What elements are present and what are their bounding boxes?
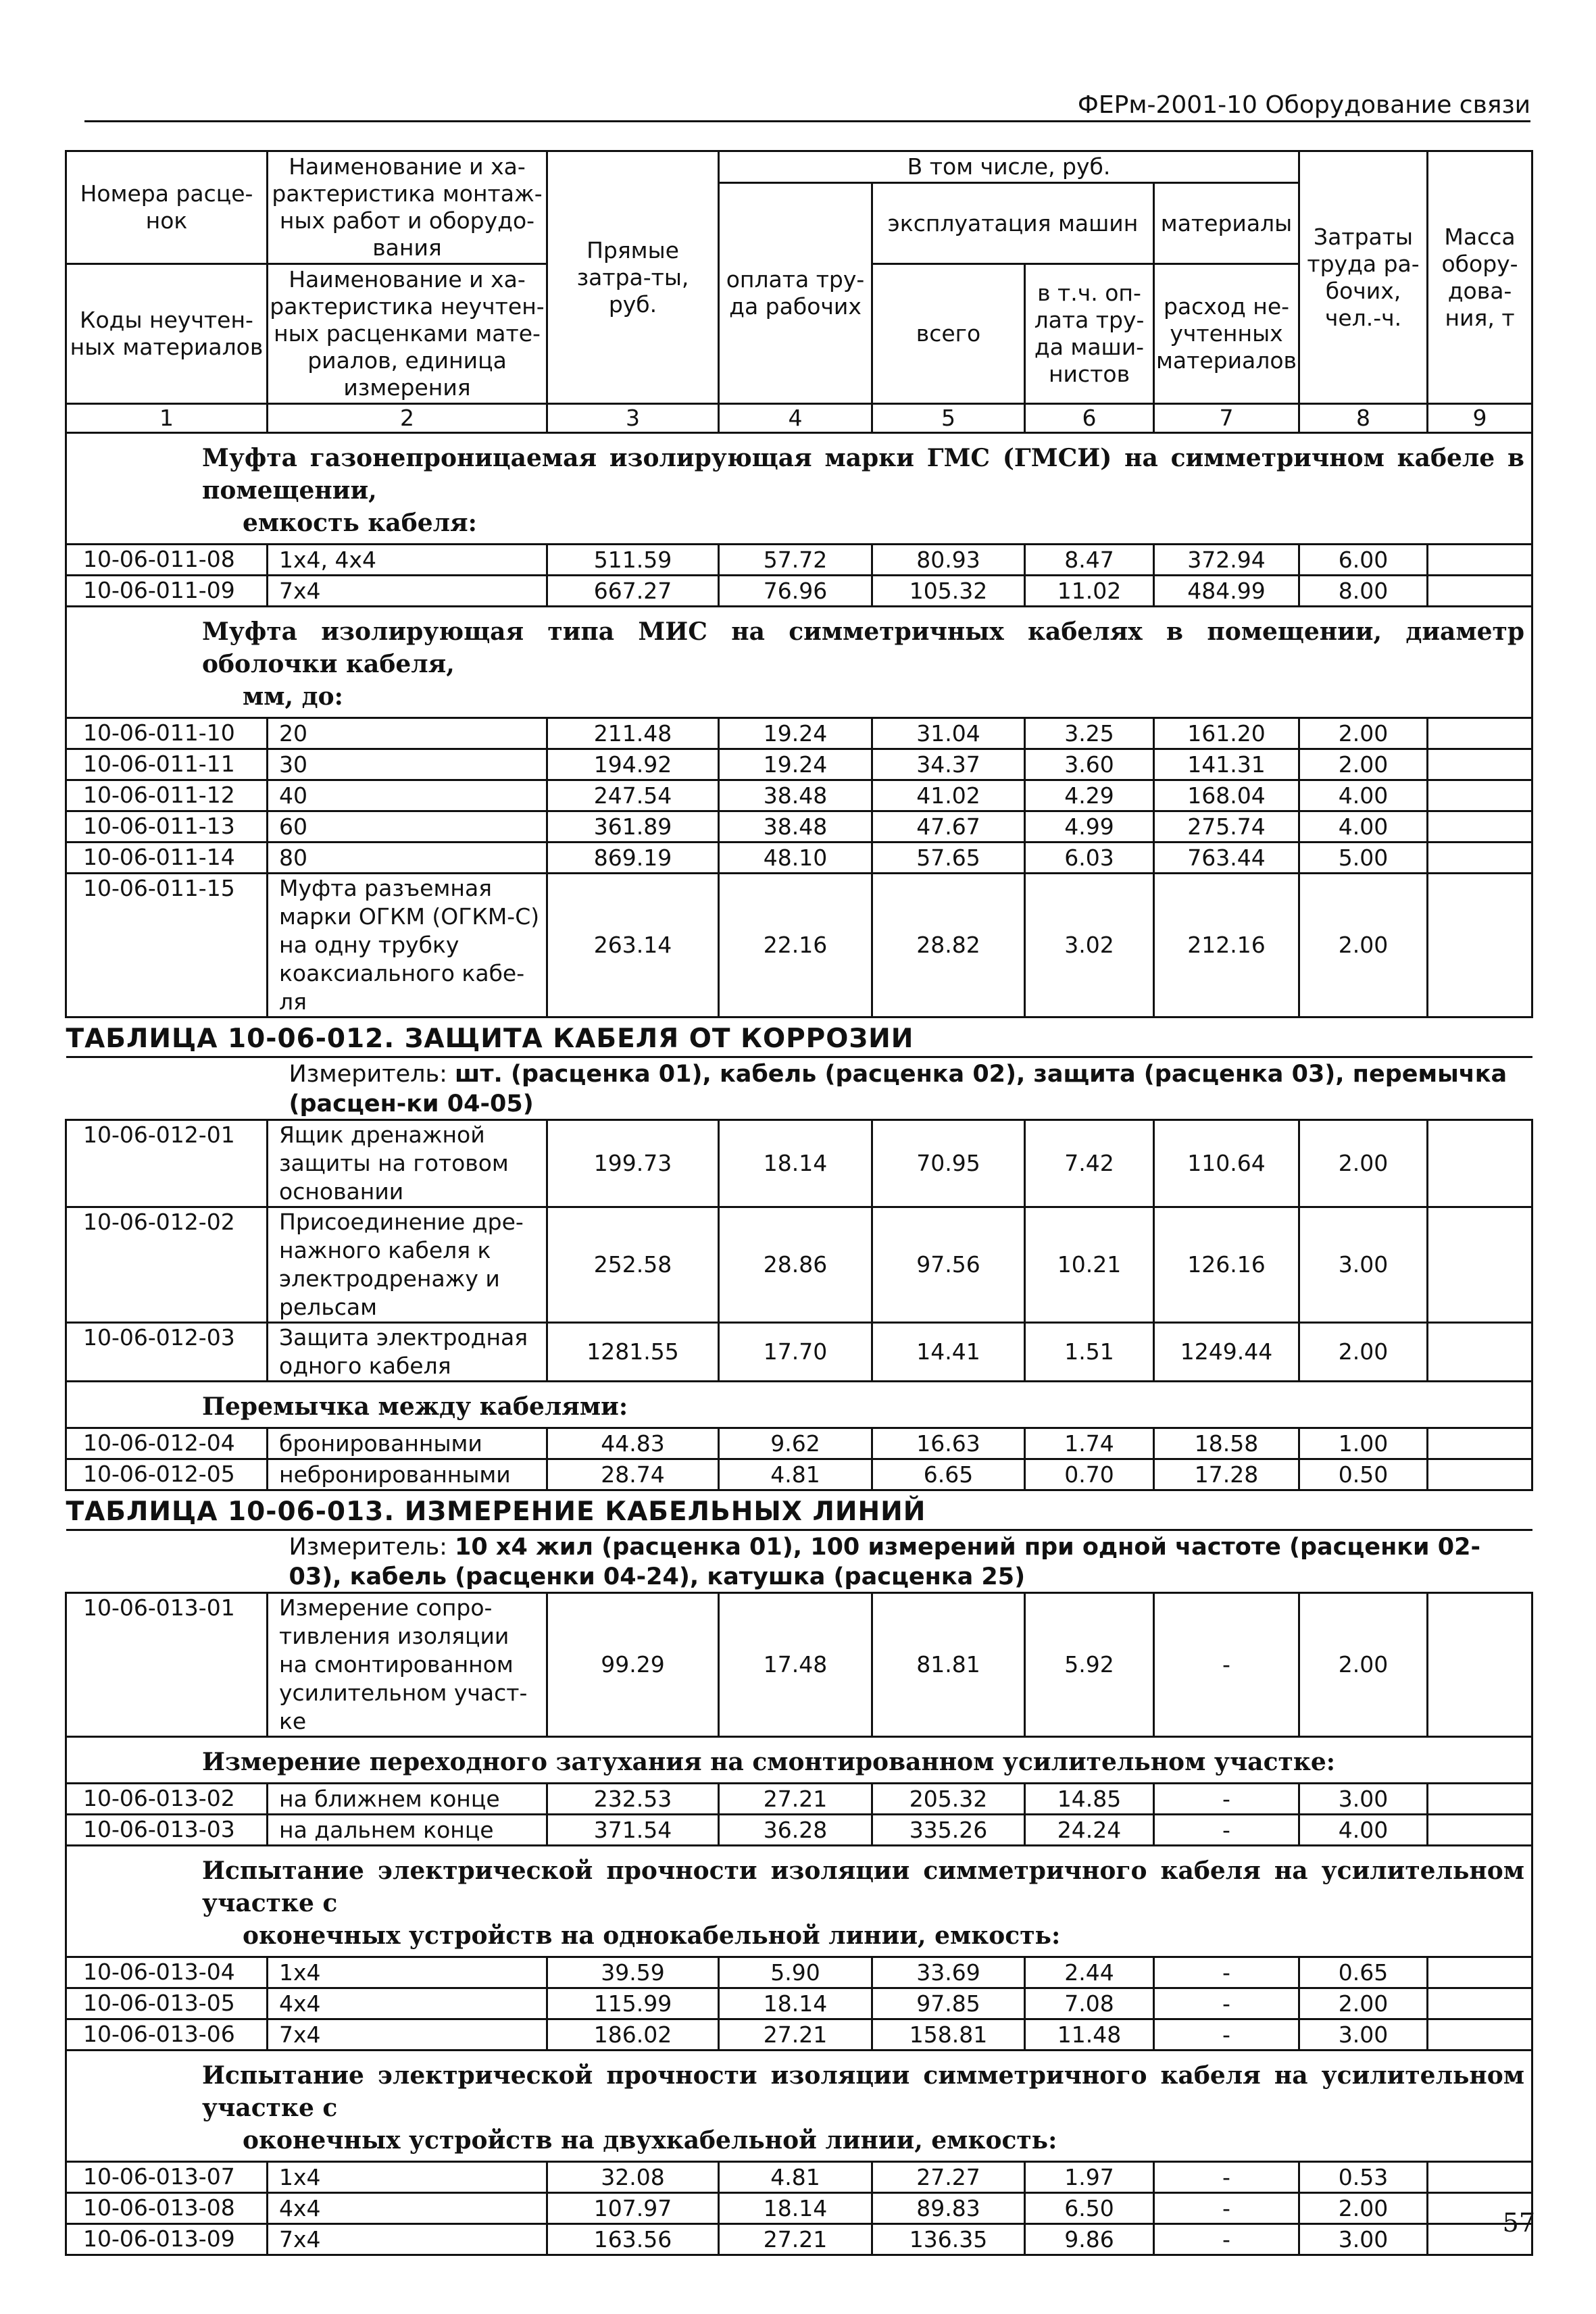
group-heading-line: Перемычка между кабелями: (202, 1392, 628, 1421)
column-number: 3 (547, 404, 719, 433)
value-mass (1428, 718, 1532, 749)
value-mach: 14.41 (872, 1323, 1025, 1382)
value-machinists: 11.02 (1025, 576, 1154, 607)
col-header-materials-use (1154, 264, 1299, 404)
table-title: ТАБЛИЦА 10-06-013. ИЗМЕРЕНИЕ КАБЕЛЬНЫХ ЛИНИЙ (66, 1490, 1532, 1530)
value-direct: 211.48 (547, 718, 719, 749)
value-direct: 194.92 (547, 749, 719, 780)
value-direct: 361.89 (547, 811, 719, 842)
group-heading-row (66, 1846, 1532, 1957)
value-labor-h: 0.50 (1299, 1459, 1428, 1490)
value-mass (1428, 842, 1532, 874)
rate-code: 10-06-013-02 (66, 1784, 268, 1815)
table-row (66, 2193, 1532, 2224)
value-mat: - (1154, 1815, 1299, 1846)
table-row (66, 1815, 1532, 1846)
col-header-codes (66, 151, 268, 264)
value-mach: 41.02 (872, 780, 1025, 811)
table-title-row (66, 1017, 1532, 1057)
work-name: 4x4 (268, 1988, 547, 2019)
value-labor: 27.21 (719, 2224, 872, 2255)
value-labor-h: 2.00 (1299, 718, 1428, 749)
value-labor: 4.81 (719, 1459, 872, 1490)
value-machinists: 2.44 (1025, 1957, 1154, 1988)
group-heading (66, 607, 1532, 718)
value-mat: 126.16 (1154, 1207, 1299, 1323)
value-machinists: 1.74 (1025, 1428, 1154, 1459)
table-row (66, 718, 1532, 749)
value-labor-h: 0.53 (1299, 2162, 1428, 2193)
value-mass (1428, 1207, 1532, 1323)
work-name: 1x4 (268, 1957, 547, 1988)
value-mach: 80.93 (872, 545, 1025, 576)
table-row (66, 1459, 1532, 1490)
value-direct: 107.97 (547, 2193, 719, 2224)
header-materials-use: расход не-учтенных материалов (1156, 293, 1297, 374)
work-name: 60 (268, 811, 547, 842)
value-mach: 28.82 (872, 874, 1025, 1017)
table-row (66, 1428, 1532, 1459)
table-row (66, 1323, 1532, 1382)
value-labor-h: 8.00 (1299, 576, 1428, 607)
rate-code: 10-06-012-04 (66, 1428, 268, 1459)
value-machinists: 4.29 (1025, 780, 1154, 811)
rate-code: 10-06-012-03 (66, 1323, 268, 1382)
value-machinists: 3.02 (1025, 874, 1154, 1017)
value-direct: 163.56 (547, 2224, 719, 2255)
value-mach: 97.56 (872, 1207, 1025, 1323)
value-mat: 18.58 (1154, 1428, 1299, 1459)
value-machinists: 3.25 (1025, 718, 1154, 749)
measure-row (66, 1530, 1532, 1593)
header-direct-costs: Прямые затра-ты, руб. (576, 236, 689, 318)
group-heading-line: Испытание электрической прочности изоляции симметричного кабеля на усилительном участке с (202, 1857, 1525, 1917)
value-labor: 48.10 (719, 842, 872, 874)
measure-row (66, 1057, 1532, 1120)
measure-value: 10 x4 жил (расценка 01), 100 измерений при одной частоте (расценки 02-03), кабель (расценки 04-24), катушка (расценка 25) (289, 1534, 1480, 1590)
value-mat: 484.99 (1154, 576, 1299, 607)
value-mass (1428, 545, 1532, 576)
value-machinists: 11.48 (1025, 2019, 1154, 2051)
value-direct: 39.59 (547, 1957, 719, 1988)
value-mat: - (1154, 2019, 1299, 2051)
value-mat: 141.31 (1154, 749, 1299, 780)
col-header-works (268, 151, 547, 264)
value-labor: 22.16 (719, 874, 872, 1017)
value-mach: 33.69 (872, 1957, 1025, 1988)
value-direct: 1281.55 (547, 1323, 719, 1382)
value-mach: 335.26 (872, 1815, 1025, 1846)
value-machinists: 0.70 (1025, 1459, 1154, 1490)
value-direct: 99.29 (547, 1593, 719, 1737)
rates-table (65, 150, 1531, 2256)
column-number: 7 (1154, 404, 1299, 433)
value-mass (1428, 1323, 1532, 1382)
value-labor: 5.90 (719, 1957, 872, 1988)
value-labor: 4.81 (719, 2162, 872, 2193)
measure-label: Измеритель: (289, 1534, 455, 1561)
col-header-mass (1428, 151, 1532, 404)
table-row (66, 1207, 1532, 1323)
group-heading (66, 433, 1532, 545)
rate-code: 10-06-013-07 (66, 2162, 268, 2193)
table-row (66, 576, 1532, 607)
work-name: 1x4 (268, 2162, 547, 2193)
rate-code: 10-06-011-15 (66, 874, 268, 1017)
value-machinists: 14.85 (1025, 1784, 1154, 1815)
header-including: В том числе, руб. (907, 153, 1111, 180)
page-number: 57 (1502, 2208, 1535, 2238)
col-header-machinists (1025, 264, 1154, 404)
value-mass (1428, 1120, 1532, 1207)
value-mat: 168.04 (1154, 780, 1299, 811)
work-name: 40 (268, 780, 547, 811)
rate-code: 10-06-011-13 (66, 811, 268, 842)
value-mach: 205.32 (872, 1784, 1025, 1815)
group-heading-line: емкость кабеля: (243, 509, 477, 537)
work-name: на дальнем конце (268, 1815, 547, 1846)
group-heading-line: Муфта изолирующая типа МИС на симметричных кабелях в помещении, диаметр оболочки кабеля, (202, 618, 1525, 678)
value-machinists: 6.50 (1025, 2193, 1154, 2224)
header-materials-name: Наименование и ха-рактеристика неучтен-ных расценками мате-риалов, единица измерения (270, 266, 545, 401)
value-mach: 81.81 (872, 1593, 1025, 1737)
value-mat: 763.44 (1154, 842, 1299, 874)
group-heading-row (66, 433, 1532, 545)
value-labor: 38.48 (719, 811, 872, 842)
value-mat: 275.74 (1154, 811, 1299, 842)
value-mat: - (1154, 1957, 1299, 1988)
work-name: 20 (268, 718, 547, 749)
value-mach: 16.63 (872, 1428, 1025, 1459)
value-mat: 1249.44 (1154, 1323, 1299, 1382)
table-title-row (66, 1490, 1532, 1530)
value-mat: - (1154, 1988, 1299, 2019)
group-heading (66, 1737, 1532, 1784)
value-direct: 28.74 (547, 1459, 719, 1490)
value-mass (1428, 2162, 1532, 2193)
table-row (66, 874, 1532, 1017)
table-row (66, 2224, 1532, 2255)
header-row-1 (66, 151, 1532, 183)
work-name: 4x4 (268, 2193, 547, 2224)
col-header-machines-total (872, 264, 1025, 404)
work-name: 80 (268, 842, 547, 874)
col-header-materials-name (268, 264, 547, 404)
work-name: 30 (268, 749, 547, 780)
column-number: 4 (719, 404, 872, 433)
value-direct: 199.73 (547, 1120, 719, 1207)
rate-code: 10-06-012-05 (66, 1459, 268, 1490)
value-labor-h: 2.00 (1299, 1593, 1428, 1737)
rate-code: 10-06-011-12 (66, 780, 268, 811)
value-labor: 18.14 (719, 1988, 872, 2019)
group-heading-row (66, 607, 1532, 718)
value-mass (1428, 1988, 1532, 2019)
rate-code: 10-06-012-01 (66, 1120, 268, 1207)
running-header (84, 91, 1530, 122)
column-number: 1 (66, 404, 268, 433)
group-heading-row (66, 1382, 1532, 1428)
group-heading (66, 1846, 1532, 1957)
value-labor-h: 3.00 (1299, 1784, 1428, 1815)
value-labor: 17.48 (719, 1593, 872, 1737)
col-header-labor-cost (1299, 151, 1428, 404)
value-labor: 27.21 (719, 2019, 872, 2051)
group-heading-row (66, 1737, 1532, 1784)
work-name: бронированными (268, 1428, 547, 1459)
table-row (66, 2162, 1532, 2193)
value-mass (1428, 874, 1532, 1017)
group-heading-line: Муфта газонепроницаемая изолирующая марки ГМС (ГМСИ) на симметричном кабеле в помещении, (202, 444, 1525, 505)
table-row (66, 780, 1532, 811)
column-number: 6 (1025, 404, 1154, 433)
column-numbers-row (66, 404, 1532, 433)
group-heading-line: Измерение переходного затухания на смонтированном усилительном участке: (202, 1748, 1336, 1776)
header-labor-pay: оплата тру-да рабочих (726, 266, 865, 320)
value-mass (1428, 811, 1532, 842)
value-machinists: 3.60 (1025, 749, 1154, 780)
value-labor-h: 2.00 (1299, 1323, 1428, 1382)
value-machinists: 7.08 (1025, 1988, 1154, 2019)
group-heading-line: Испытание электрической прочности изоляции симметричного кабеля на усилительном участке с (202, 2061, 1525, 2122)
value-mat: - (1154, 2162, 1299, 2193)
value-labor-h: 3.00 (1299, 2019, 1428, 2051)
work-name: 7x4 (268, 576, 547, 607)
value-labor-h: 0.65 (1299, 1957, 1428, 1988)
value-labor: 76.96 (719, 576, 872, 607)
value-mat: 110.64 (1154, 1120, 1299, 1207)
value-labor: 28.86 (719, 1207, 872, 1323)
header-title: ФЕРм-2001-10 Оборудование связи (1077, 91, 1530, 119)
value-mass (1428, 2019, 1532, 2051)
value-labor: 36.28 (719, 1815, 872, 1846)
value-machinists: 7.42 (1025, 1120, 1154, 1207)
value-direct: 232.53 (547, 1784, 719, 1815)
value-mach: 34.37 (872, 749, 1025, 780)
measure-unit (66, 1530, 1532, 1593)
rate-code: 10-06-013-05 (66, 1988, 268, 2019)
value-mach: 47.67 (872, 811, 1025, 842)
value-labor-h: 2.00 (1299, 874, 1428, 1017)
value-mach: 105.32 (872, 576, 1025, 607)
value-direct: 186.02 (547, 2019, 719, 2051)
value-mat: 17.28 (1154, 1459, 1299, 1490)
value-labor: 9.62 (719, 1428, 872, 1459)
work-name: Защита электродная одного кабеля (268, 1323, 547, 1382)
value-direct: 44.83 (547, 1428, 719, 1459)
value-labor: 19.24 (719, 749, 872, 780)
value-mass (1428, 1815, 1532, 1846)
value-labor-h: 1.00 (1299, 1428, 1428, 1459)
value-mach: 89.83 (872, 2193, 1025, 2224)
value-mass (1428, 780, 1532, 811)
group-heading-line: оконечных устройств на однокабельной линии, емкость: (243, 1921, 1061, 1950)
table-row (66, 842, 1532, 874)
value-labor-h: 4.00 (1299, 811, 1428, 842)
value-machinists: 1.97 (1025, 2162, 1154, 2193)
rate-code: 10-06-011-11 (66, 749, 268, 780)
measure-unit (66, 1057, 1532, 1120)
value-mach: 6.65 (872, 1459, 1025, 1490)
column-number: 9 (1428, 404, 1532, 433)
work-name: небронированными (268, 1459, 547, 1490)
work-name: Присоединение дре-нажного кабеля к электродренажу и рельсам (268, 1207, 547, 1323)
value-mach: 27.27 (872, 2162, 1025, 2193)
value-mass (1428, 1428, 1532, 1459)
table-row (66, 545, 1532, 576)
group-heading (66, 2051, 1532, 2162)
value-direct: 115.99 (547, 1988, 719, 2019)
value-labor: 27.21 (719, 1784, 872, 1815)
table-row (66, 2019, 1532, 2051)
header-mass: Масса обору-дова-ния, т (1441, 223, 1518, 331)
table-row (66, 1784, 1532, 1815)
value-labor-h: 2.00 (1299, 749, 1428, 780)
table-row (66, 1593, 1532, 1737)
col-header-direct (547, 151, 719, 404)
work-name: Муфта разъемная марки ОГКМ (ОГКМ-С) на одну трубку коаксиального кабе-ля (268, 874, 547, 1017)
work-name: на ближнем конце (268, 1784, 547, 1815)
work-name: Измерение сопро-тивления изоляции на смонтированном усилительном участ-ке (268, 1593, 547, 1737)
column-number: 5 (872, 404, 1025, 433)
col-header-labor-pay (719, 183, 872, 404)
value-mat: - (1154, 2193, 1299, 2224)
value-labor-h: 2.00 (1299, 2193, 1428, 2224)
header-labor-cost: Затраты труда ра-бочих, чел.-ч. (1307, 223, 1420, 331)
work-name: 7x4 (268, 2019, 547, 2051)
value-labor: 17.70 (719, 1323, 872, 1382)
value-direct: 371.54 (547, 1815, 719, 1846)
value-labor-h: 4.00 (1299, 1815, 1428, 1846)
rate-code: 10-06-013-04 (66, 1957, 268, 1988)
value-mass (1428, 1957, 1532, 1988)
value-machinists: 5.92 (1025, 1593, 1154, 1737)
value-direct: 252.58 (547, 1207, 719, 1323)
rates-grid (65, 150, 1533, 2256)
value-labor: 57.72 (719, 545, 872, 576)
value-direct: 247.54 (547, 780, 719, 811)
value-machinists: 4.99 (1025, 811, 1154, 842)
value-labor: 18.14 (719, 1120, 872, 1207)
rate-code: 10-06-013-08 (66, 2193, 268, 2224)
rate-code: 10-06-012-02 (66, 1207, 268, 1323)
value-mat: - (1154, 1593, 1299, 1737)
column-number: 2 (268, 404, 547, 433)
header-machines-total: всего (916, 320, 981, 347)
table-title: ТАБЛИЦА 10-06-012. ЗАЩИТА КАБЕЛЯ ОТ КОРРОЗИИ (66, 1017, 1532, 1057)
value-mach: 57.65 (872, 842, 1025, 874)
rate-code: 10-06-011-09 (66, 576, 268, 607)
value-labor-h: 3.00 (1299, 1207, 1428, 1323)
value-mass (1428, 1459, 1532, 1490)
header-works-name: Наименование и ха-рактеристика монтаж-ных работ и оборудо-вания (272, 153, 543, 261)
group-heading-row (66, 2051, 1532, 2162)
col-header-material-codes (66, 264, 268, 404)
value-mass (1428, 749, 1532, 780)
value-labor-h: 2.00 (1299, 1120, 1428, 1207)
value-machinists: 1.51 (1025, 1323, 1154, 1382)
value-direct: 869.19 (547, 842, 719, 874)
value-machinists: 24.24 (1025, 1815, 1154, 1846)
value-labor-h: 5.00 (1299, 842, 1428, 874)
group-heading-line: оконечных устройств на двухкабельной линии, емкость: (243, 2126, 1057, 2155)
work-name: Ящик дренажной защиты на готовом основании (268, 1120, 547, 1207)
header-materials: материалы (1160, 209, 1293, 236)
value-labor: 18.14 (719, 2193, 872, 2224)
value-mass (1428, 1593, 1532, 1737)
value-mat: 161.20 (1154, 718, 1299, 749)
value-machinists: 9.86 (1025, 2224, 1154, 2255)
value-mat: - (1154, 1784, 1299, 1815)
rate-code: 10-06-011-10 (66, 718, 268, 749)
col-header-machines (872, 183, 1154, 264)
value-machinists: 10.21 (1025, 1207, 1154, 1323)
group-heading-line: мм, до: (243, 682, 343, 711)
value-direct: 667.27 (547, 576, 719, 607)
table-row (66, 811, 1532, 842)
header-machines: эксплуатация машин (887, 209, 1139, 236)
rate-code: 10-06-011-08 (66, 545, 268, 576)
value-labor-h: 3.00 (1299, 2224, 1428, 2255)
col-header-materials (1154, 183, 1299, 264)
table-row (66, 1988, 1532, 2019)
value-labor-h: 6.00 (1299, 545, 1428, 576)
value-labor: 38.48 (719, 780, 872, 811)
value-mach: 97.85 (872, 1988, 1025, 2019)
column-number: 8 (1299, 404, 1428, 433)
table-row (66, 749, 1532, 780)
value-machinists: 6.03 (1025, 842, 1154, 874)
value-mass (1428, 1784, 1532, 1815)
value-mach: 136.35 (872, 2224, 1025, 2255)
value-mach: 31.04 (872, 718, 1025, 749)
measure-label: Измеритель: (289, 1061, 455, 1088)
value-mach: 70.95 (872, 1120, 1025, 1207)
value-direct: 263.14 (547, 874, 719, 1017)
value-labor: 19.24 (719, 718, 872, 749)
header-material-codes: Коды неучтен-ных материалов (70, 307, 264, 360)
rate-code: 10-06-013-03 (66, 1815, 268, 1846)
rate-code: 10-06-013-01 (66, 1593, 268, 1737)
value-mass (1428, 576, 1532, 607)
rate-code: 10-06-013-06 (66, 2019, 268, 2051)
value-machinists: 8.47 (1025, 545, 1154, 576)
value-direct: 32.08 (547, 2162, 719, 2193)
value-direct: 511.59 (547, 545, 719, 576)
col-header-including (719, 151, 1299, 183)
value-mat: 372.94 (1154, 545, 1299, 576)
header-machinists: в т.ч. оп-лата тру-да маши-нистов (1034, 280, 1145, 387)
rate-code: 10-06-013-09 (66, 2224, 268, 2255)
header-rate-numbers: Номера расце-нок (80, 180, 253, 234)
work-name: 7x4 (268, 2224, 547, 2255)
value-mat: - (1154, 2224, 1299, 2255)
work-name: 1x4, 4x4 (268, 545, 547, 576)
value-labor-h: 2.00 (1299, 1988, 1428, 2019)
rate-code: 10-06-011-14 (66, 842, 268, 874)
measure-value: шт. (расценка 01), кабель (расценка 02), защита (расценка 03), перемычка (расцен-ки 04-05) (289, 1061, 1507, 1117)
table-row (66, 1120, 1532, 1207)
value-labor-h: 4.00 (1299, 780, 1428, 811)
group-heading (66, 1382, 1532, 1428)
value-mach: 158.81 (872, 2019, 1025, 2051)
table-row (66, 1957, 1532, 1988)
value-mat: 212.16 (1154, 874, 1299, 1017)
